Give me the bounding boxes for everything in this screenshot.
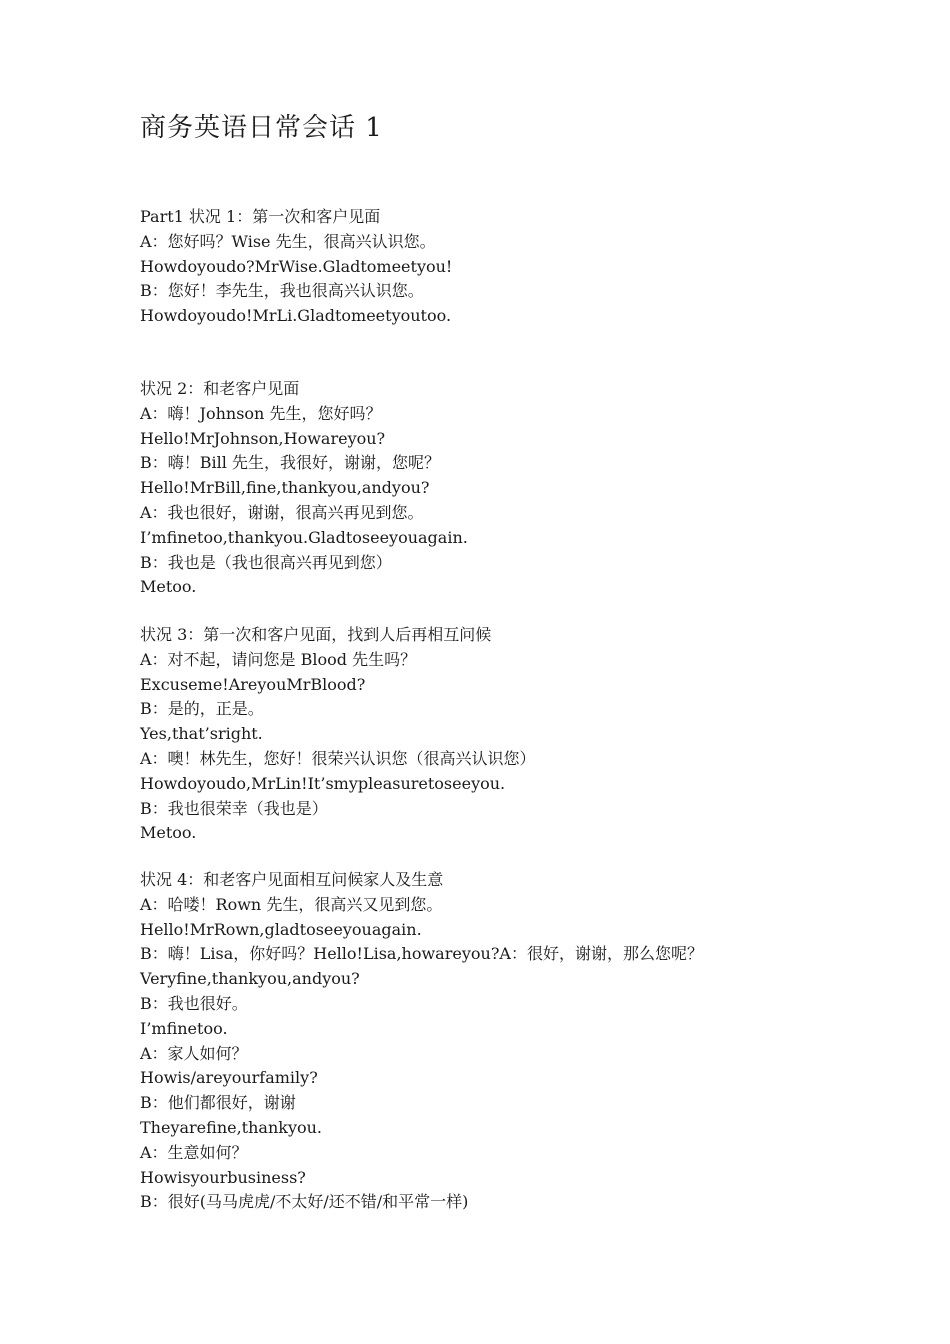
dialogue-section-2 xyxy=(140,377,930,600)
dialogue-line: Hello!MrJohnson,Howareyou? xyxy=(140,428,386,448)
dialogue-line: A：嗨！Johnson 先生，您好吗？ xyxy=(140,403,382,423)
dialogue-line: A：您好吗？Wise 先生，很高兴认识您。 xyxy=(140,231,436,251)
dialogue-line: Howdoyoudo!MrLi.Gladtomeetyoutoo. xyxy=(140,306,452,326)
dialogue-line: B：是的，正是。 xyxy=(140,699,264,719)
dialogue-section-4 xyxy=(140,868,930,1215)
dialogue-line: Howdoyoudo?MrWise.Gladtomeetyou! xyxy=(140,256,453,276)
dialogue-line: B：嗨！Bill 先生，我很好，谢谢，您呢？ xyxy=(140,453,440,473)
dialogue-line: I’mfinetoo. xyxy=(140,1018,228,1038)
dialogue-line: Veryfine,thankyou,andyou? xyxy=(140,969,360,989)
dialogue-line: B：我也很好。 xyxy=(140,993,248,1013)
dialogue-line: A：噢！林先生，您好！很荣兴认识您（很高兴认识您） xyxy=(140,748,536,768)
dialogue-line: Howdoyoudo,MrLin!It’smypleasuretoseeyou. xyxy=(140,773,506,793)
dialogue-line: B：我也是（我也很高兴再见到您） xyxy=(140,552,392,572)
dialogue-line: A：我也很好，谢谢，很高兴再见到您。 xyxy=(140,502,424,522)
dialogue-line: Hello!MrBill,fine,thankyou,andyou? xyxy=(140,478,430,498)
dialogue-line: Metoo. xyxy=(140,823,197,843)
dialogue-line: B：您好！李先生，我也很高兴认识您。 xyxy=(140,281,424,301)
dialogue-line: A：生意如何？ xyxy=(140,1142,248,1162)
dialogue-line: Howisyourbusiness? xyxy=(140,1167,306,1187)
dialogue-line: A：哈喽！Rown 先生，很高兴又见到您。 xyxy=(140,894,443,914)
dialogue-line: I’mfinetoo,thankyou.Gladtoseeyouagain. xyxy=(140,527,468,547)
dialogue-line: Metoo. xyxy=(140,577,197,597)
dialogue-line: A：家人如何？ xyxy=(140,1043,248,1063)
dialogue-line: Howis/areyourfamily? xyxy=(140,1068,318,1088)
dialogue-line: Theyarefine,thankyou. xyxy=(140,1117,323,1137)
dialogue-line: A：对不起，请问您是 Blood 先生吗？ xyxy=(140,649,417,669)
section-heading: 状况 2：和老客户见面 xyxy=(140,379,300,398)
section-heading: 状况 3：第一次和客户见面，找到人后再相互问候 xyxy=(140,625,492,644)
dialogue-section-1 xyxy=(140,205,930,329)
dialogue-line: Excuseme!AreyouMrBlood? xyxy=(140,674,366,694)
dialogue-line: B：很好(马马虎虎/不太好/还不错/和平常一样) xyxy=(140,1192,469,1212)
section-heading: Part1 状况 1：第一次和客户见面 xyxy=(140,207,381,226)
document-title: 商务英语日常会话 1 xyxy=(140,113,383,143)
dialogue-line: B：他们都很好，谢谢 xyxy=(140,1093,296,1113)
dialogue-line: B：我也很荣幸（我也是） xyxy=(140,798,328,818)
dialogue-line: Hello!MrRown,gladtoseeyouagain. xyxy=(140,919,422,939)
dialogue-section-3 xyxy=(140,623,930,846)
dialogue-line: B：嗨！Lisa，你好吗？Hello!Lisa,howareyou?A：很好，谢谢，那么您呢？ xyxy=(140,944,703,964)
section-heading: 状况 4：和老客户见面相互问候家人及生意 xyxy=(140,870,444,889)
dialogue-line: Yes,that’sright. xyxy=(140,724,263,744)
